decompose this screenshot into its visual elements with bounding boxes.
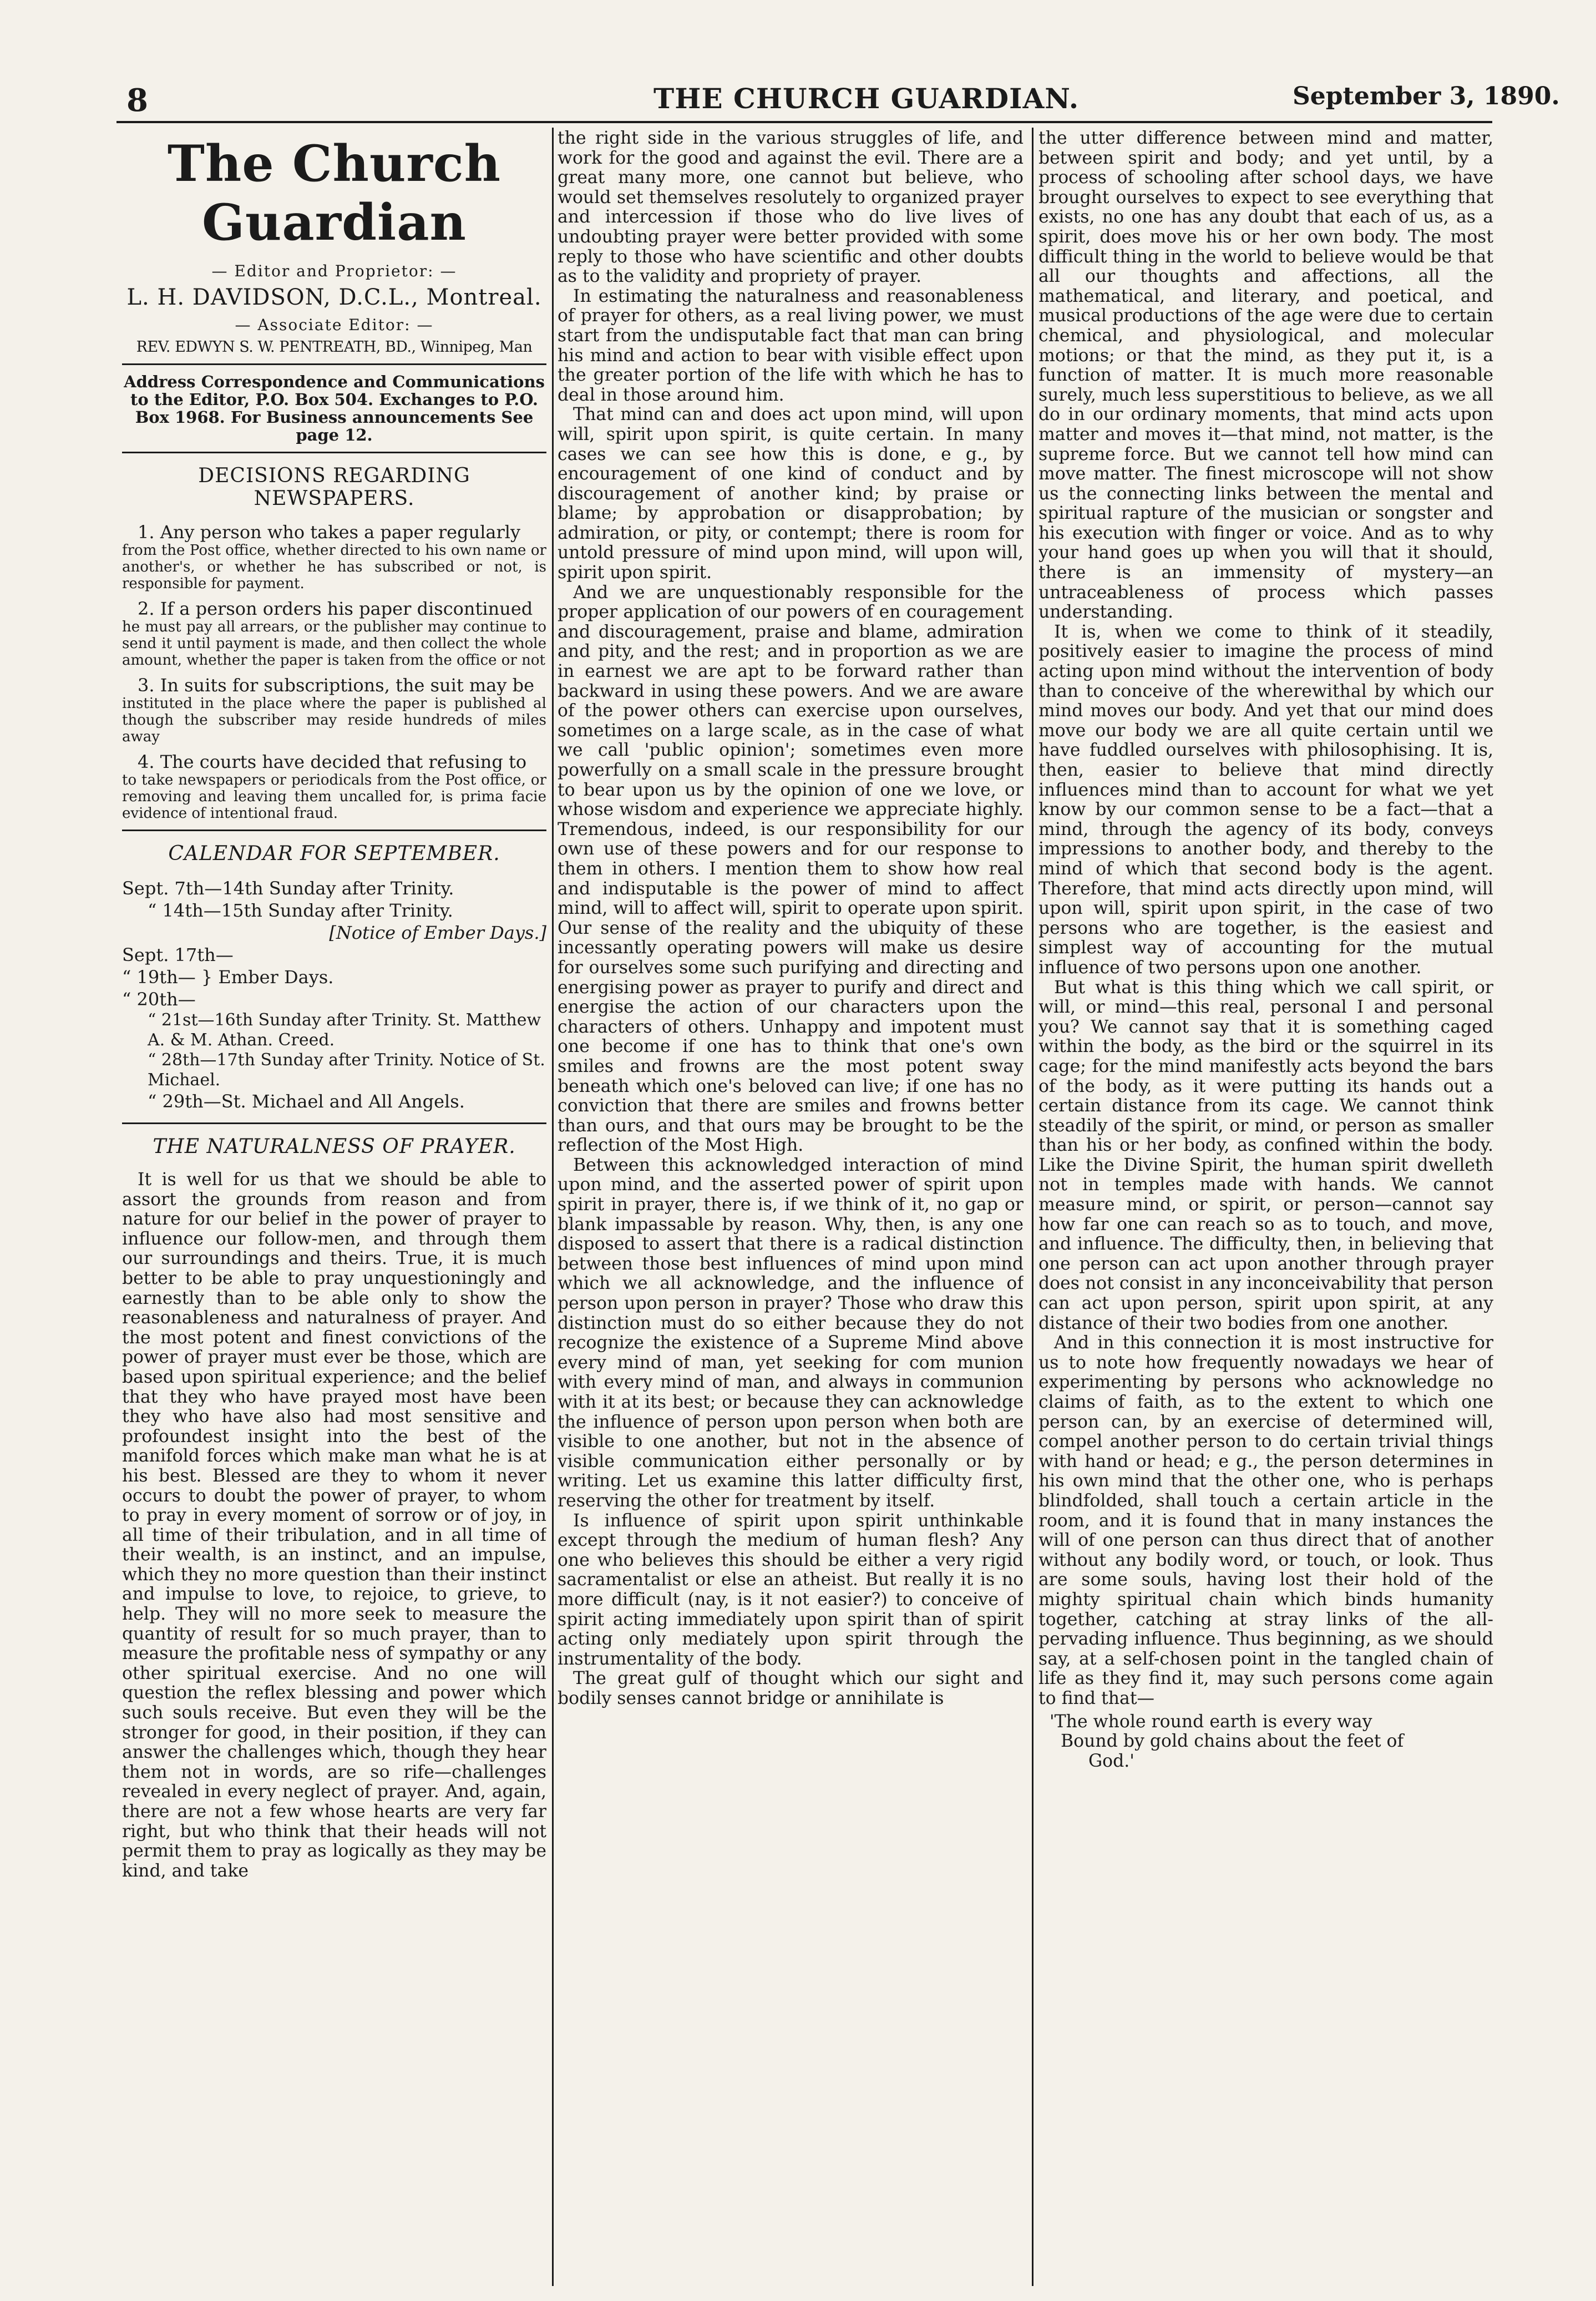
article-paragraph: In estimating the naturalness and reasonableness of prayer for others, as a real living power, we must start from the undisputable fact that man can bring his mind and action to bear with visible effect upon the greater portion of the life with which he has to deal in those around him.: [558, 286, 1024, 405]
calendar-heading: CALENDAR FOR SEPTEMBER.: [168, 842, 500, 865]
article-paragraph: It is, when we come to think of it steadily, positively easier to imagine the process of mind acting upon mind without the intervention of body than to conceive of the wherewithal by which our mind moves our body. And yet that our mind does move our body we are all quite certain until we have fuddled ourselves with philosophising. It is, then, easier to believe that mind directly influences mind than to account for what we yet know by our common sense to be a fact—that a mind, through the agency of its body, conveys impressions to another body, and thereby to the mind of which that second body is the agent. Therefore, that mind acts directly upon mind, will upon will, spirit upon spirit, in the case of two persons who are together, is the easiest and simplest way of accounting for the mutual influence of two persons upon one another.: [1038, 621, 1493, 978]
article-paragraph: And we are unquestionably responsible for the proper application of our powers of en couragement and discouragement, praise and blame, admiration and pity, and the rest; and in proportion as we are in earnest we are apt to be forward rather than backward in using these powers. And we are aware of the power others can exercise upon ourselves, sometimes on a large scale, as in the case of what we call 'public opinion'; sometimes even more powerfully on a small scale in the pressure brought to bear upon us by the opinion of one we love, or whose wisdom and experience we appreciate highly. Tremendous, indeed, is our responsibility for our own use of these powers and for our response to them in others. I mention them to show how real and indisputable is the power of mind to affect mind, will to affect will, spirit to operate upon spirit. Our sense of the reality and the ubiquity of these incessantly operating powers will make us desire for ourselves some such purifying and directing and energising power as prayer to purify and direct and energise the action of our characters upon the characters of others. Unhappy and impotent must one become if one has to think that one's own smiles and frowns are the most potent sway beneath which one's beloved can live; if one has no conviction that there are smiles and frowns better than ours, and that ours may be brought to be the reflection of the Most High.: [558, 582, 1024, 1156]
decision-item: [122, 522, 546, 592]
article-paragraph: The great gulf of thought which our sight and bodily senses cannot bridge or annihilate is: [558, 1668, 1024, 1708]
calendar-line: “ 20th—: [122, 989, 196, 1010]
column-divider: [552, 128, 554, 2286]
column-2: [558, 129, 1024, 2282]
quote-line: God.': [1088, 1751, 1134, 1771]
decision-lead: 2. If a person orders his paper discontinued: [138, 598, 533, 619]
calendar-line: “ 19th— } Ember Days.: [122, 967, 334, 988]
divider: [122, 830, 546, 831]
decision-text: to take newspapers or periodicals from the Post office, or removing and leaving them uncalled for, is prima facie evidence of intentional fraud.: [122, 772, 546, 822]
calendar-line: Sept. 7th—14th Sunday after Trinity.: [122, 878, 454, 899]
article-paragraph: And in this connection it is most instructive for us to note how frequently nowadays we hear of experimenting by persons who acknowledge no claims of faith, as to the extent to which one person can, by an exercise of determined will, compel another person to do certain trivial things with hand or head; e g., the person determines in his own mind that the other one, who is perhaps blindfolded, shall touch a certain article in the room, and it is found that in many instances the will of one person can thus direct that of another without any bodily word, or touch, or look. Thus are some souls, having lost their hold of the mighty spiritual chain which binds humanity together, catching at stray links of the all-pervading influence. Thus beginning, as we should say, at a self-chosen point in the tangled chain of life as they find it, may such persons come again to find that—: [1038, 1333, 1493, 1708]
header-rule: [116, 121, 1492, 123]
poem-quote: [1038, 1712, 1493, 1772]
article-paragraph: That mind can and does act upon mind, will upon will, spirit upon spirit, is quite certain. In many cases we can see how this is done, e g., by encouragement of one kind of conduct and by discouragement of another kind; by praise or blame; by approbation or disapprobation; by admiration, or pity, or contempt; there is room for untold pressure of mind upon mind, will upon will, spirit upon spirit.: [558, 404, 1024, 583]
article-paragraph: the utter difference between mind and matter, between spirit and body; and yet until, by a process of schooling after school days, we have brought ourselves to expect to see everything that exists, no one has any doubt that each of us, as a spirit, does move his or her own body. The most difficult thing in the world to believe would be that all our thoughts and affections, all the mathematical, and literary, and poetical, and musical productions of the age were due to certain chemical, and physiological, and molecular motions; or that the mind, as they put it, is a function of matter. It is much more reasonable surely, much less superstitious to believe, as we all do in our ordinary moments, that mind acts upon matter and moves it—that mind, not matter, is the supreme force. But we cannot tell how mind can move matter. The finest microscope will not show us the connecting links between the mental and spiritual rapture of the musician or songster and his execution with finger or voice. And as to why your hand goes up when you will that it should, there is an immensity of mystery—an untraceableness of process which passes understanding.: [1038, 129, 1493, 623]
editor-label: — Editor and Proprietor: —: [211, 262, 457, 280]
quote-line: Bound by gold chains about the feet of: [1061, 1731, 1404, 1752]
calendar-line: “ 28th—17th Sunday after Trinity. Notice of St. Michael.: [148, 1050, 545, 1090]
calendar-line: “ 14th—15th Sunday after Trinity.: [148, 900, 453, 921]
masthead-title: The Church Guardian: [167, 134, 501, 252]
article-paragraph: But what is this thing which we call spirit, or will, or mind—this real, personal I and personal you? We cannot say that it is something caged within the body, as the bird or the squirrel in its cage; for the mind manifestly acts beyond the bars of the body, as it were putting its hands out a certain distance from its cage. We cannot think steadily of the spirit, or mind, or person as smaller than his or her body, as confined within the body. Like the Divine Spirit, the human spirit dwelleth not in temples made with hands. We cannot measure mind, or spirit, or person—cannot say how far one can reach so as to touch, and move, and influence. The difficulty, then, in believing that one person can act upon another through prayer does not consist in any inconceivability that person can act upon person, spirit upon spirit, at any distance of their two bodies from one another.: [1038, 977, 1493, 1333]
article-paragraph: It is well for us that we should be able to assort the grounds from reason and from nature for our belief in the power of prayer to influence our follow-men, and through them our surroundings and theirs. True, it is much better to be able to pray unquestioningly and earnestly than to be able only to show the reasonableness and naturalness of prayer. And the most potent and finest convictions of the power of prayer must ever be those, which are based upon spiritual experience; and the belief that they who have prayed most have been they who have also had most sensitive and profoundest insight into the best of the manifold forces which make man what he is at his best. Blessed are they to whom it never occurs to doubt the power of prayer, to whom to pray in every moment of sorrow or of joy, in all time of their tribulation, and in all time of their wealth, is an instinct, and an impulse, which they no more question than their instinct and impulse to love, to rejoice, to grieve, to help. They will no more seek to measure the quantity of result for so much prayer, than to measure the profitable ness of sympathy or any other spiritual exercise. And no one will question the reflex blessing and power which such souls receive. But even they will be the stronger for good, in their position, if they can answer the challenges which, though they hear them not in words, are so rife—challenges revealed in every neglect of prayer. And, again, there are not a few whose hearts are very far right, but who think that their heads will not permit them to pray as logically as they may be kind, and take: [122, 1170, 546, 1881]
divider: [122, 452, 546, 453]
divider: [122, 1122, 546, 1124]
column-3: [1038, 129, 1493, 2282]
calendar-line: [Notice of Ember Days.]: [329, 922, 546, 943]
decision-item: [122, 752, 546, 822]
article-paragraph: Is influence of spirit upon spirit unthinkable except through the medium of human flesh? Any one who believes this should be either a very rigid sacramentalist or else an atheist. But really it is no more difficult (nay, is it not easier?) to conceive of spirit acting immediately upon spirit than of spirit acting only mediately upon spirit through the instrumentality of the body.: [558, 1510, 1024, 1669]
quote-line: 'The whole round earth is every way: [1050, 1711, 1372, 1732]
article-paragraph: the right side in the various struggles of life, and work for the good and against the evil. There are a great many more, one cannot but believe, who would set themselves resolutely to organized prayer and intercession if those who do live lives of undoubting prayer were better provided with some reply to those who have scientific and other doubts as to the validity and propriety of prayer.: [558, 129, 1024, 287]
column-divider: [1032, 128, 1033, 2286]
calendar-list: [122, 877, 546, 1112]
decision-lead: 1. Any person who takes a paper regularly: [138, 522, 521, 543]
decision-item: [122, 599, 546, 669]
decision-item: [122, 675, 546, 745]
column-1: [122, 129, 546, 2282]
decision-lead: 4. The courts have decided that refusing to: [138, 751, 527, 772]
article-heading: THE NATURALNESS OF PRAYER.: [153, 1135, 516, 1158]
decision-text: from the Post office, whether directed to his own name or another's, or whether he has subscribed or not, is responsible for payment.: [122, 542, 546, 592]
decision-lead: 3. In suits for subscriptions, the suit may be: [138, 675, 534, 696]
issue-date: September 3, 1890.: [1293, 82, 1560, 110]
editor-name: L. H. DAVIDSON, D.C.L., Montreal.: [126, 285, 542, 310]
calendar-line: “ 21st—16th Sunday after Trinity. St. Matthew A. & M. Athan. Creed.: [148, 1010, 541, 1050]
calendar-line: “ 29th—St. Michael and All Angels.: [148, 1091, 465, 1112]
decision-text: instituted in the place where the paper is published al though the subscriber may reside hundreds of miles away: [122, 695, 546, 745]
associate-label: — Associate Editor: —: [235, 316, 434, 334]
newspaper-title: THE CHURCH GUARDIAN.: [653, 82, 1080, 115]
article-paragraph: Between this acknowledged interaction of mind upon mind, and the asserted power of spirit upon spirit in prayer, there is, if we think of it, no gap or blank impassable by reason. Why, then, is any one disposed to assert that there is a radical distinction between those best influences of mind upon mind which we all acknowledge, and the influence of person upon person in prayer? Those who draw this distinction must do so either because they do not recognize the existence of a Supreme Mind above every mind of man, yet seeking for com munion with every mind of man, and always in communion with it at its best; or because they can acknowledge the influence of person upon person when both are visible to one another, but not in the absence of visible communication either personally or by writing. Let us examine this latter difficulty first, reserving the other for treatment by itself.: [558, 1155, 1024, 1511]
page-number: 8: [126, 82, 148, 119]
associate-name: REV. EDWYN S. W. PENTREATH, BD., Winnipeg, Man: [136, 338, 533, 356]
decisions-heading: DECISIONS REGARDING NEWSPAPERS.: [198, 464, 470, 510]
decision-text: he must pay all arrears, or the publisher may continue to send it until payment is made, and then collect the whole amount, whether the paper is taken from the office or not: [122, 619, 546, 669]
calendar-line: Sept. 17th—: [122, 944, 234, 965]
address-notice: Address Correspondence and Communications to the Editor, P.O. Box 504. Exchanges to P.O. Box 1968. For Business announcements See page 12.: [124, 372, 545, 444]
divider: [122, 363, 546, 365]
